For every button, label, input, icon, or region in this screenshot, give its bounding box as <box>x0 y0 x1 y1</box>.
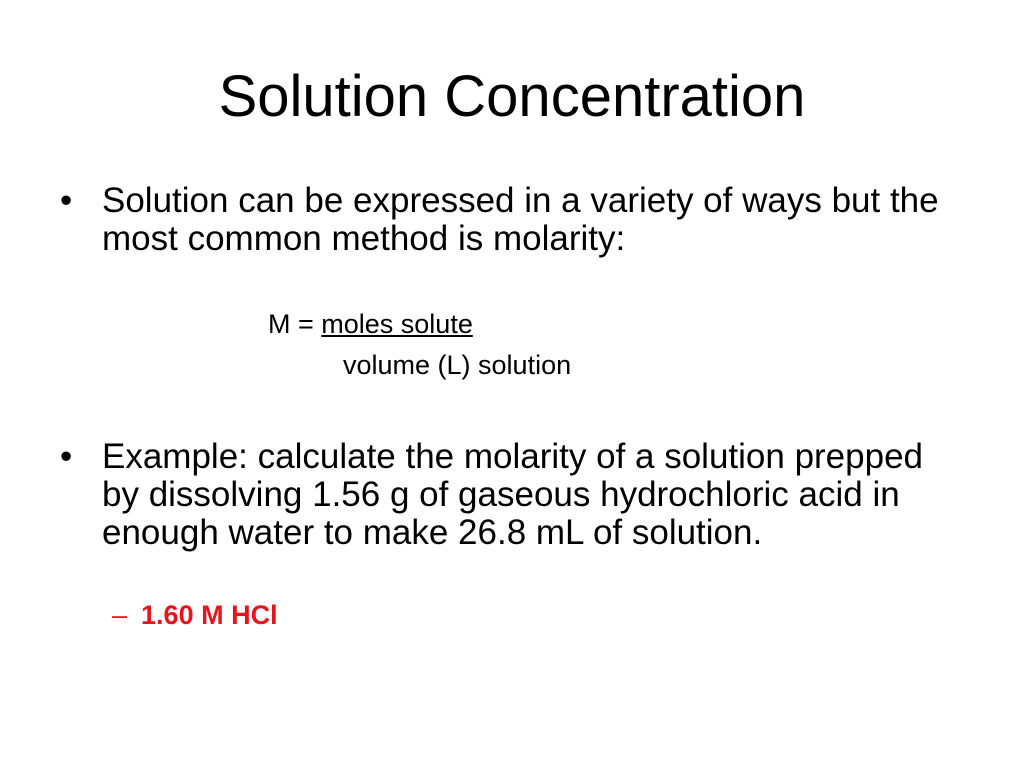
answer-marker: – <box>112 600 128 630</box>
bullet-item <box>60 182 960 258</box>
formula-numerator-line <box>268 308 473 340</box>
answer-text: 1.60 M HCl <box>141 600 278 630</box>
answer-subbullet <box>112 599 278 631</box>
bullet-marker: • <box>60 181 73 220</box>
bullet-marker: • <box>60 437 73 476</box>
formula-denominator: volume (L) solution <box>343 350 572 380</box>
bullet-item <box>60 438 960 552</box>
bullet-text: Example: calculate the molarity of a solution prepped by dissolving 1.56 g of gaseous hydrochloric acid in enough water to make 26.8 mL of solution. <box>102 437 924 552</box>
bullet-text: Solution can be expressed in a variety of ways but the most common method is molarity: <box>102 181 939 258</box>
formula-numerator: moles solute <box>321 309 473 339</box>
slide-title: Solution Concentration <box>218 64 806 129</box>
formula-lhs: M = <box>268 309 322 339</box>
